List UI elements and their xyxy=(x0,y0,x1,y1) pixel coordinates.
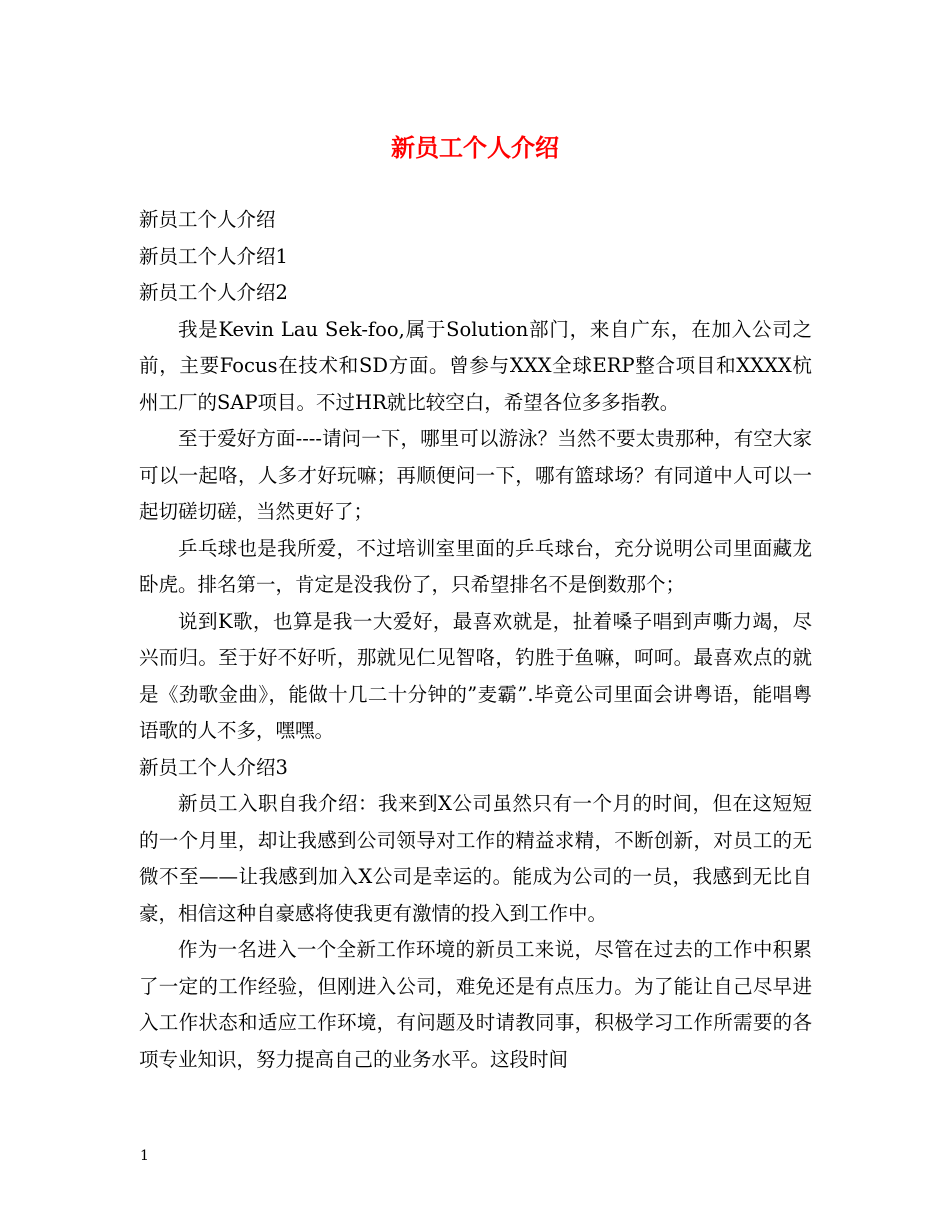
heading-section-3: 新员工个人介绍3 xyxy=(139,755,288,779)
document-title: 新员工个人介绍 xyxy=(391,133,559,162)
paragraph-self-intro: 我是Kevin Lau Sek-foo,属于Solution部门，来自广东，在加入公司之前，主要Focus在技术和SD方面。曾参与XXX全球ERP整合项目和XXXX杭州工厂的SAP项目。不过HR就比较空白，希望各位多多指教。 xyxy=(139,317,812,414)
heading-section-2: 新员工个人介绍2 xyxy=(139,281,288,304)
paragraph-karaoke: 说到K歌，也算是我一大爱好，最喜欢就是，扯着嗓子唱到声嘶力竭，尽兴而归。至于好不好听，那就见仁见智咯，钓胜于鱼嘛，呵呵。最喜欢点的就是《劲歌金曲》，能做十几二十分钟的”麦霸”.毕竟公司里面会讲粤语，能唱粤语歌的人不多，嘿嘿。 xyxy=(139,609,812,742)
paragraph-onboarding: 新员工入职自我介绍：我来到X公司虽然只有一个月的时间，但在这短短的一个月里，却让我感到公司领导对工作的精益求精，不断创新，对员工的无微不至——让我感到加入X公司是幸运的。能成为公司的一员，我感到无比自豪，相信这种自豪感将使我更有激情的投入到工作中。 xyxy=(139,792,812,925)
document-body xyxy=(139,202,812,1078)
paragraph-hobbies: 至于爱好方面----请问一下，哪里可以游泳？当然不要太贵那种，有空大家可以一起咯，人多才好玩嘛；再顺便问一下，哪有篮球场？有同道中人可以一起切磋切磋，当然更好了； xyxy=(139,427,812,523)
page-number: 1 xyxy=(140,1148,149,1164)
heading-section-1: 新员工个人介绍1 xyxy=(139,244,288,268)
paragraph-new-environment: 作为一名进入一个全新工作环境的新员工来说，尽管在过去的工作中积累了一定的工作经验，但刚进入公司，难免还是有点压力。为了能让自己尽早进入工作状态和适应工作环境，有问题及时请教同事，积极学习工作所需要的各项专业知识，努力提高自己的业务水平。这段时间 xyxy=(139,938,812,1071)
paragraph-ping-pong: 乒乓球也是我所爱，不过培训室里面的乒乓球台，充分说明公司里面藏龙卧虎。排名第一，肯定是没我份了，只希望排名不是倒数那个； xyxy=(139,536,812,596)
heading-intro: 新员工个人介绍 xyxy=(139,208,276,231)
